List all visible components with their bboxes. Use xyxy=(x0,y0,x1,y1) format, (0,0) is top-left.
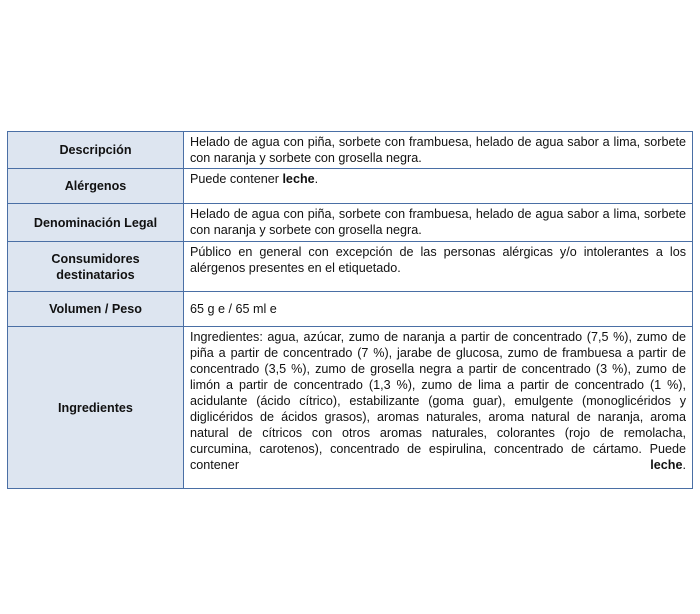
row-label-volumen: Volumen / Peso xyxy=(8,292,184,327)
table-row-volumen xyxy=(8,292,693,327)
row-label-denominacion: Denominación Legal xyxy=(8,204,184,242)
alergenos-suffix: . xyxy=(314,172,319,186)
consumidores-label-line2: destinatarios xyxy=(56,267,135,282)
alergenos-bold-leche: leche xyxy=(282,172,315,186)
table-row-consumidores xyxy=(8,242,693,292)
row-label-descripcion: Descripción xyxy=(8,132,184,169)
row-label-alergenos: Alérgenos xyxy=(8,169,184,204)
row-value-ingredientes xyxy=(184,327,693,489)
row-value-denominacion: Helado de agua con piña, sorbete con frambuesa, helado de agua sabor a lima, sorbete con naranja y sorbete con grosella negra. xyxy=(184,204,693,242)
ingredientes-text: Ingredientes: agua, azúcar, zumo de naranja a partir de concentrado (7,5 %), zumo de piña a partir de concentrado (7 %), jarabe de glucosa, zumo de frambuesa a partir de concentrado (3,5 %), zumo de grosella negra a partir de concentrado (3 %), zumo de limón a partir de concentrado (1,3 %), zumo de lima a partir de concentrado (1 %), acidulante (ácido cítrico), estabilizante (goma guar), emulgente (monoglicéridos y diglicéridos de ácidos grasos), aromas naturales, aroma natural de naranja, aroma natural de cítricos con otros aromas naturales, colorantes (rojo de remolacha, curcumina, carotenos), concentrado de espirulina, concentrado de cártamo. Puede contener xyxy=(190,330,686,472)
row-value-descripcion: Helado de agua con piña, sorbete con frambuesa, helado de agua sabor a lima, sorbete con naranja y sorbete con grosella negra. xyxy=(184,132,693,169)
table-row-alergenos xyxy=(8,169,693,204)
table-row-descripcion xyxy=(8,132,693,169)
row-label-ingredientes: Ingredientes xyxy=(8,327,184,489)
product-spec-table xyxy=(7,131,693,489)
table-row-denominacion xyxy=(8,204,693,242)
row-value-consumidores: Público en general con excepción de las personas alérgicas y/o intolerantes a los alérgenos presentes en el etiquetado. xyxy=(184,242,693,292)
consumidores-label-line1: Consumidores xyxy=(51,251,140,266)
table-row-ingredientes xyxy=(8,327,693,489)
ingredientes-bold-leche: leche xyxy=(650,458,683,472)
row-label-consumidores xyxy=(8,242,184,292)
alergenos-text: Puede contener xyxy=(190,172,283,186)
row-value-alergenos xyxy=(184,169,693,204)
row-value-volumen: 65 g e / 65 ml e xyxy=(184,292,693,327)
ingredientes-suffix: . xyxy=(682,458,686,472)
